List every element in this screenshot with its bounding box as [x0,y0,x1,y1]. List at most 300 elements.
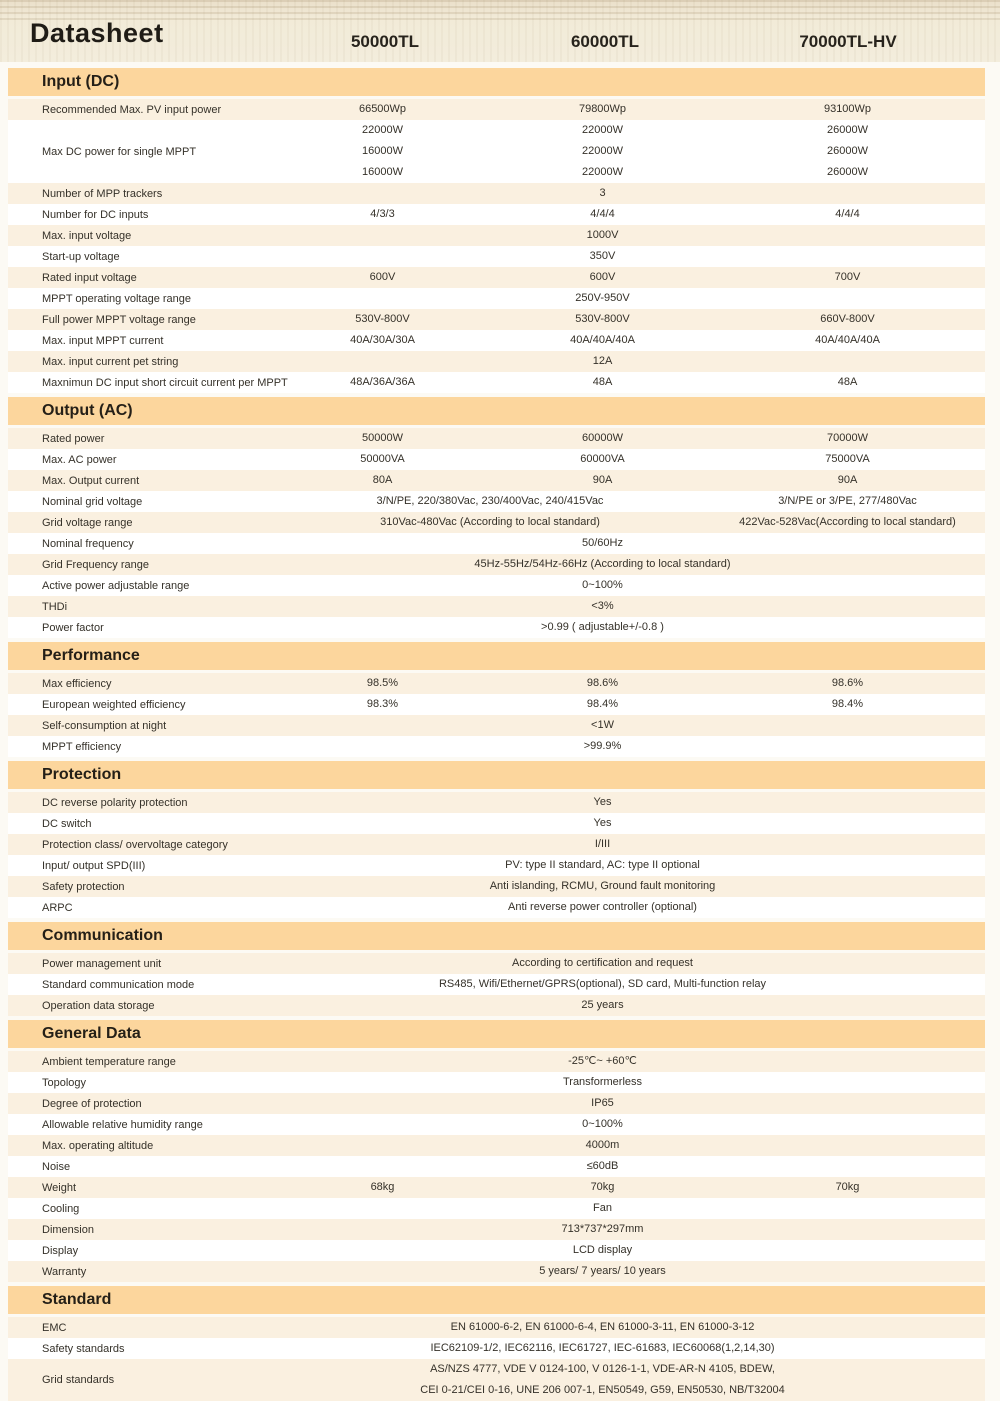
value-cell [710,428,985,449]
table-row [8,792,985,813]
row-label: Power factor [42,621,104,634]
table-row [8,1219,985,1240]
value-span-all-columns-line: ≤60dB [586,1160,619,1172]
row-label: Maxnimun DC input short circuit current per MPPT [42,376,288,389]
row-label: Dimension [42,1223,94,1236]
value-span-all-columns-line: 0~100% [582,1118,623,1130]
table-row [8,736,985,757]
value-span-all-columns [270,183,985,204]
row-label: Number for DC inputs [42,208,149,221]
table-row [8,512,985,533]
row-values [270,694,985,715]
row-values [270,995,985,1016]
value-span-all-columns [270,897,985,918]
value-cell-line: 98.6% [586,677,619,689]
value-cell [710,120,985,183]
row-label: Display [42,1244,79,1257]
value-span-all-columns [270,1219,985,1240]
value-span-all-columns [270,351,985,372]
value-cell-line: 98.6% [831,677,864,689]
value-span-all-columns [270,533,985,554]
value-cell-line: 600V [589,271,616,283]
value-cell [270,267,495,288]
table-row [8,372,985,393]
row-values [270,1359,985,1401]
row-values [270,351,985,372]
value-cell-line: 48A/36A/36A [350,376,415,388]
value-cell [270,694,495,715]
value-cell [710,449,985,470]
table-row [8,834,985,855]
value-span-all-columns [270,1114,985,1135]
row-label: Max. AC power [42,453,117,466]
table-row [8,470,985,491]
table-row [8,533,985,554]
value-cell-line: 93100Wp [823,103,872,115]
table-row [8,974,985,995]
value-cell [270,99,495,120]
value-cell-line: 26000W [827,166,868,178]
value-cell-line: 98.4% [586,698,619,710]
row-label: Ambient temperature range [42,1055,176,1068]
section-title: Protection [42,766,122,783]
value-span-all-columns-line: IEC62109-1/2, IEC62116, IEC61727, IEC-61683, IEC60068(1,2,14,30) [430,1342,775,1354]
value-span-all-columns [270,995,985,1016]
row-values [270,1051,985,1072]
value-span-all-columns-line: Fan [593,1202,612,1214]
value-cell-line: 98.5% [366,677,399,689]
value-span-all-columns-line: Yes [593,817,612,829]
row-label: Rated input voltage [42,271,137,284]
row-values [270,554,985,575]
row-values [270,1156,985,1177]
row-values [270,372,985,393]
model-column-header-70000tl-hv: 70000TL-HV [799,32,897,51]
row-values [270,953,985,974]
value-span-all-columns [270,1338,985,1359]
value-cell [710,99,985,120]
row-values [270,792,985,813]
value-cell [495,204,710,225]
value-cell-line: 90A [592,474,613,486]
table-row [8,673,985,694]
table-row [8,1240,985,1261]
table-row [8,449,985,470]
value-span-all-columns-line: <1W [591,719,614,731]
value-span-all-columns [270,1093,985,1114]
value-span-all-columns [270,596,985,617]
value-cell [710,1177,985,1198]
value-span-all-columns [270,834,985,855]
row-label: European weighted efficiency [42,698,186,711]
value-cell-line: 60000VA [580,453,625,465]
value-span-all-columns [270,813,985,834]
section-bar [8,68,985,96]
table-row [8,694,985,715]
row-label: Max efficiency [42,677,112,690]
row-values [270,428,985,449]
value-span-all-columns-line: 3 [599,187,606,199]
value-cell-line: 22000W [362,124,403,136]
table-row [8,1051,985,1072]
value-span-all-columns [270,1261,985,1282]
value-span-all-columns-line: 4000m [585,1139,620,1151]
row-label: Cooling [42,1202,80,1215]
row-values [270,512,985,533]
value-span-all-columns-line: 5 years/ 7 years/ 10 years [539,1265,666,1277]
table-row [8,596,985,617]
value-span-all-columns [270,715,985,736]
value-span-all-columns-line: IP65 [591,1097,614,1109]
table-row [8,813,985,834]
table-row [8,1072,985,1093]
value-span-all-columns-line: 25 years [581,999,624,1011]
table-row [8,288,985,309]
row-label: Nominal grid voltage [42,495,143,508]
row-label: Recommended Max. PV input power [42,103,222,116]
table-row [8,1198,985,1219]
row-label: Grid Frequency range [42,558,149,571]
value-span-all-columns [270,1359,985,1401]
value-cell-line: 40A/30A/30A [350,334,415,346]
row-values [270,1219,985,1240]
row-values [270,183,985,204]
value-cell-line: 79800Wp [578,103,627,115]
value-cell [710,330,985,351]
value-cell-line: 26000W [827,124,868,136]
table-row [8,855,985,876]
row-values [270,246,985,267]
value-cell [495,694,710,715]
value-cell-line: 48A [837,376,858,388]
value-span-all-columns [270,1051,985,1072]
table-row [8,330,985,351]
table-row [8,554,985,575]
row-values [270,1261,985,1282]
value-span-all-columns-line: 45Hz-55Hz/54Hz-66Hz (According to local standard) [474,558,731,570]
value-cell [710,309,985,330]
value-span-all-columns [270,1317,985,1338]
row-values [270,736,985,757]
row-label: Max. operating altitude [42,1139,154,1152]
value-span-all-columns [270,953,985,974]
row-label: MPPT operating voltage range [42,292,191,305]
value-span-all-columns-line: Yes [593,796,612,808]
value-span-all-columns-line: AS/NZS 4777, VDE V 0124-100, V 0126-1-1, VDE-AR-N 4105, BDEW, [430,1363,775,1375]
row-label: Topology [42,1076,87,1089]
table-row [8,120,985,183]
value-span-all-columns-line: Transformerless [562,1076,643,1088]
row-label: ARPC [42,901,73,914]
value-cell-line: 66500Wp [358,103,407,115]
value-span-two-columns-line: 310Vac-480Vac (According to local standard) [380,516,600,528]
value-cell [270,1177,495,1198]
value-cell [270,120,495,183]
section-title: Standard [42,1291,112,1308]
value-span-all-columns [270,575,985,596]
value-cell-line: 50000W [362,432,403,444]
row-label: MPPT efficiency [42,740,122,753]
row-values [270,876,985,897]
value-span-all-columns-line: 0~100% [582,579,623,591]
value-cell [710,267,985,288]
row-values [270,897,985,918]
value-span-all-columns [270,974,985,995]
row-values [270,267,985,288]
section-bar [8,642,985,670]
value-span-all-columns [270,554,985,575]
value-span-two-columns [270,512,710,533]
value-span-all-columns [270,1240,985,1261]
row-values [270,715,985,736]
section-bar [8,761,985,789]
row-values [270,596,985,617]
value-cell-line: 90A [837,474,858,486]
value-cell [710,470,985,491]
row-values [270,533,985,554]
value-cell-line: 70000W [827,432,868,444]
value-cell [270,449,495,470]
row-values [270,1317,985,1338]
value-span-all-columns [270,617,985,638]
row-label: Active power adjustable range [42,579,190,592]
value-span-all-columns-line: 350V [589,250,616,262]
table-row [8,1177,985,1198]
table-row [8,897,985,918]
value-cell-line: 75000VA [825,453,870,465]
value-cell [710,372,985,393]
row-label: Start-up voltage [42,250,120,263]
table-row [8,1359,985,1401]
row-label: Max. input voltage [42,229,132,242]
table-row [8,1093,985,1114]
row-values [270,449,985,470]
value-cell [495,673,710,694]
row-values [270,309,985,330]
value-cell [270,673,495,694]
row-values [270,1198,985,1219]
value-span-all-columns [270,1135,985,1156]
value-cell-line: 700V [834,271,861,283]
value-cell [495,428,710,449]
value-cell-line: 530V-800V [575,313,630,325]
value-cell-line: 422Vac-528Vac(According to local standard) [739,516,956,528]
row-label: Operation data storage [42,999,155,1012]
row-values [270,1093,985,1114]
value-cell-line: 22000W [582,124,623,136]
row-values [270,491,985,512]
row-values [270,225,985,246]
value-cell-line: 48A [592,376,613,388]
value-cell [495,330,710,351]
value-span-all-columns-line: CEI 0-21/CEI 0-16, UNE 206 007-1, EN50549, G59, EN50530, NB/T32004 [420,1384,785,1396]
value-span-all-columns [270,1156,985,1177]
table-row [8,1156,985,1177]
section-title: Output (AC) [42,402,133,419]
table-row [8,715,985,736]
section-bar [8,397,985,425]
value-span-all-columns-line: Anti islanding, RCMU, Ground fault monitoring [489,880,716,892]
value-cell [710,204,985,225]
value-span-all-columns-line: >0.99 ( adjustable+/-0.8 ) [541,621,664,633]
spec-table [8,68,985,1401]
value-cell [495,267,710,288]
value-span-all-columns [270,876,985,897]
value-cell [710,512,985,533]
value-span-all-columns-line: -25℃~ +60℃ [568,1055,637,1067]
value-cell-line: 70kg [590,1181,615,1193]
value-cell-line: 4/3/3 [370,208,395,220]
value-span-all-columns-line: 12A [592,355,613,367]
table-row [8,617,985,638]
value-cell [495,372,710,393]
table-row [8,246,985,267]
value-span-all-columns [270,736,985,757]
value-cell [270,309,495,330]
row-values [270,330,985,351]
value-cell [495,309,710,330]
value-span-all-columns-line: PV: type II standard, AC: type II optional [505,859,700,871]
row-label: Weight [42,1181,77,1194]
value-cell-line: 16000W [362,166,403,178]
row-label: Degree of protection [42,1097,142,1110]
row-values [270,1177,985,1198]
value-cell-line: 80A [372,474,393,486]
value-cell [710,491,985,512]
value-cell [270,330,495,351]
row-label: EMC [42,1321,67,1334]
value-cell [710,694,985,715]
row-values [270,974,985,995]
value-cell-line: 4/4/4 [590,208,615,220]
value-span-two-columns [270,491,710,512]
section-bar [8,1020,985,1048]
value-cell-line: 40A/40A/40A [815,334,880,346]
header-band [0,0,1000,62]
row-label: Full power MPPT voltage range [42,313,196,326]
section-bar [8,1286,985,1314]
value-cell-line: 98.3% [366,698,399,710]
table-row [8,1261,985,1282]
row-values [270,99,985,120]
row-values [270,575,985,596]
value-cell-line: 50000VA [360,453,405,465]
value-span-all-columns [270,855,985,876]
row-label: Max. input current pet string [42,355,179,368]
row-label: Number of MPP trackers [42,187,163,200]
value-span-all-columns-line: EN 61000-6-2, EN 61000-6-4, EN 61000-3-11, EN 61000-3-12 [450,1321,755,1333]
section-bar [8,922,985,950]
model-column-header-50000tl: 50000TL [350,32,420,51]
value-cell [495,470,710,491]
table-row [8,995,985,1016]
row-values [270,204,985,225]
value-cell [495,99,710,120]
value-cell-line: 3/N/PE or 3/PE, 277/480Vac [778,495,917,507]
page-title: Datasheet [30,18,164,48]
table-row [8,225,985,246]
value-cell [270,372,495,393]
value-span-all-columns-line: 50/60Hz [582,537,623,549]
value-cell [270,470,495,491]
value-span-all-columns-line: According to certification and request [512,957,693,969]
value-cell-line: 530V-800V [355,313,410,325]
value-span-all-columns [270,225,985,246]
value-cell [495,120,710,183]
row-values [270,813,985,834]
value-cell-line: 4/4/4 [835,208,860,220]
value-span-all-columns-line: >99.9% [583,740,622,752]
table-row [8,491,985,512]
row-label: Max. Output current [42,474,140,487]
table-row [8,204,985,225]
row-values [270,1114,985,1135]
value-cell-line: 98.4% [831,698,864,710]
row-label: Max DC power for single MPPT [42,145,197,158]
row-values [270,1072,985,1093]
section-title: Communication [42,927,163,944]
row-values [270,834,985,855]
value-span-all-columns-line: 250V-950V [575,292,630,304]
value-cell-line: 600V [369,271,396,283]
table-row [8,1135,985,1156]
value-cell-line: 22000W [582,166,623,178]
row-values [270,673,985,694]
row-label: Nominal frequency [42,537,134,550]
value-cell-line: 40A/40A/40A [570,334,635,346]
row-label: Grid voltage range [42,516,133,529]
row-label: Input/ output SPD(III) [42,859,146,872]
row-label: Warranty [42,1265,87,1278]
value-span-all-columns [270,1072,985,1093]
row-label: Power management unit [42,957,162,970]
value-span-all-columns-line: I/III [594,838,611,850]
value-span-all-columns-line: RS485, Wifi/Ethernet/GPRS(optional), SD card, Multi-function relay [438,978,767,990]
value-span-all-columns [270,288,985,309]
model-column-header-60000tl: 60000TL [570,32,640,51]
table-row [8,953,985,974]
section-title: General Data [42,1025,141,1042]
value-span-all-columns [270,792,985,813]
table-row [8,876,985,897]
value-cell [270,204,495,225]
value-cell [495,1177,710,1198]
value-span-all-columns [270,1198,985,1219]
table-row [8,351,985,372]
row-label: THDi [42,600,68,613]
row-label: DC reverse polarity protection [42,796,188,809]
table-row [8,309,985,330]
value-span-all-columns-line: 1000V [586,229,619,241]
value-span-all-columns-line: 713*737*297mm [561,1223,644,1235]
row-values [270,855,985,876]
value-span-all-columns [270,246,985,267]
value-cell-line: 68kg [370,1181,395,1193]
value-cell-line: 22000W [582,145,623,157]
section-title: Input (DC) [42,73,120,90]
row-label: Standard communication mode [42,978,195,991]
table-row [8,99,985,120]
value-cell-line: 26000W [827,145,868,157]
row-label: Safety protection [42,880,125,893]
row-values [270,1240,985,1261]
row-label: Grid standards [42,1374,115,1386]
row-label: Noise [42,1160,71,1173]
row-values [270,120,985,183]
table-row [8,428,985,449]
value-cell-line: 60000W [582,432,623,444]
row-label: Protection class/ overvoltage category [42,838,228,851]
